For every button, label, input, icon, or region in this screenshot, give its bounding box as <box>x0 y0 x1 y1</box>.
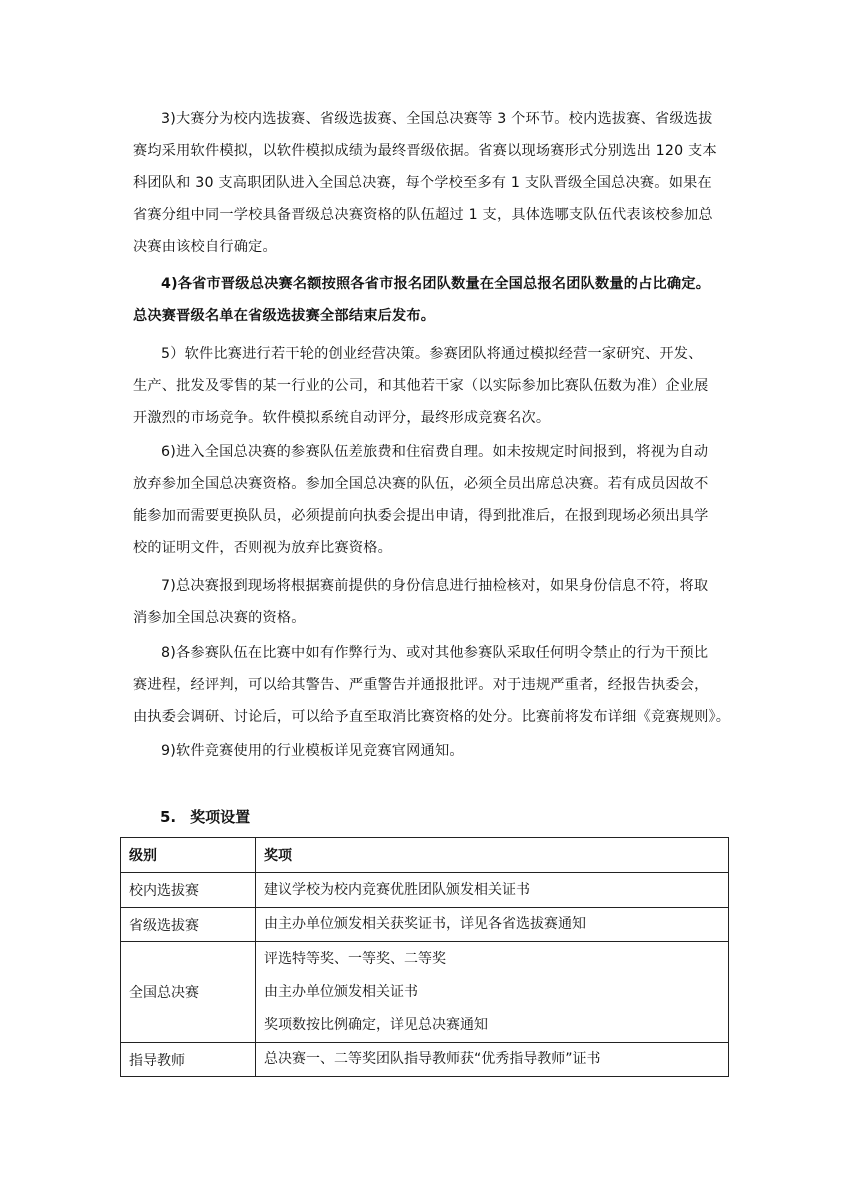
text-line: 赛进程，经评判，可以给其警告、严重警告并通报批评。对于违规严重者，经报告执委会， <box>133 677 709 693</box>
table-row <box>121 1043 729 1077</box>
text-line: 能参加而需要更换队员，必须提前向执委会提出申请，得到批准后，在报到现场必须出具学 <box>133 508 709 524</box>
text-line: 4)各省市晋级总决赛名额按照各省市报名团队数量在全国总报名团队数量的占比确定。 <box>161 276 711 292</box>
level-cell: 省级选拔赛 <box>121 908 256 942</box>
award-text: 总决赛一、二等奖团队指导教师获“优秀指导教师”证书 <box>264 1051 601 1067</box>
paragraph-7 <box>133 570 733 634</box>
table-row <box>121 942 729 1043</box>
text-line: 校的证明文件，否则视为放弃比赛资格。 <box>133 540 392 556</box>
level-cell: 指导教师 <box>121 1043 256 1077</box>
award-text: 由主办单位颁发相关获奖证书，详见各省选拔赛通知 <box>264 916 586 932</box>
awards-cell <box>256 873 729 908</box>
text-line: 生产、批发及零售的某一行业的公司，和其他若干家（以实际参加比赛队伍数为准）企业展 <box>133 378 709 394</box>
award-text: 奖项数按比例确定，详见总决赛通知 <box>264 1016 488 1033</box>
text-line: 6)进入全国总决赛的参赛队伍差旅费和住宿费自理。如未按规定时间报到，将视为自动 <box>161 444 709 460</box>
text-line: 消参加全国总决赛的资格。 <box>133 610 306 626</box>
award-text: 由主办单位颁发相关证书 <box>264 983 418 1000</box>
text-line: 科团队和 30 支高职团队进入全国总决赛，每个学校至多有 1 支队晋级全国总决赛。如果在 <box>133 175 712 191</box>
award-text: 评选特等奖、一等奖、二等奖 <box>264 950 446 967</box>
awards-cell <box>256 908 729 942</box>
award-text: 建议学校为校内竞赛优胜团队颁发相关证书 <box>264 881 530 898</box>
section-title: 奖项设置 <box>190 808 251 826</box>
text-line: 开激烈的市场竞争。软件模拟系统自动评分，最终形成竞赛名次。 <box>133 410 551 426</box>
paragraph-5 <box>133 338 733 434</box>
awards-cell <box>256 1043 729 1077</box>
text-line: 7)总决赛报到现场将根据赛前提供的身份信息进行抽检核对，如果身份信息不符，将取 <box>161 578 709 594</box>
level-cell: 校内选拔赛 <box>121 873 256 908</box>
section-number: 5. <box>160 808 177 826</box>
awards-cell <box>256 942 729 1043</box>
text-line: 3)大赛分为校内选拔赛、省级选拔赛、全国总决赛等 3 个环节。校内选拔赛、省级选拔 <box>161 111 713 127</box>
paragraph-8 <box>133 637 733 733</box>
header-awards: 奖项 <box>256 838 729 873</box>
text-line: 省赛分组中同一学校具备晋级总决赛资格的队伍超过 1 支，具体选哪支队伍代表该校参加总 <box>133 207 713 223</box>
table-row <box>121 873 729 908</box>
table-row <box>121 908 729 942</box>
paragraph-6 <box>133 436 733 564</box>
text-line: 5）软件比赛进行若干轮的创业经营决策。参赛团队将通过模拟经营一家研究、开发、 <box>161 346 703 362</box>
text-line: 总决赛晋级名单在省级选拔赛全部结束后发布。 <box>133 308 436 324</box>
text-line: 8)各参赛队伍在比赛中如有作弊行为、或对其他参赛队采取任何明令禁止的行为干预比 <box>161 645 709 661</box>
paragraph-4 <box>133 268 733 332</box>
text-line: 9)软件竞赛使用的行业模板详见竞赛官网通知。 <box>161 743 464 759</box>
text-line: 赛均采用软件模拟，以软件模拟成绩为最终晋级依据。省赛以现场赛形式分别选出 120 支本 <box>133 143 717 159</box>
text-line: 决赛由该校自行确定。 <box>133 239 277 255</box>
section-heading <box>160 806 250 827</box>
paragraph-9 <box>133 735 733 767</box>
level-cell: 全国总决赛 <box>121 942 256 1043</box>
text-line: 放弃参加全国总决赛资格。参加全国总决赛的队伍，必须全员出席总决赛。若有成员因故不 <box>133 476 709 492</box>
table-header-row <box>121 838 729 873</box>
awards-table <box>120 837 729 1077</box>
text-line: 由执委会调研、讨论后，可以给予直至取消比赛资格的处分。比赛前将发布详细《竞赛规则》。 <box>133 709 731 725</box>
header-level: 级别 <box>121 838 256 873</box>
paragraph-3 <box>133 103 733 263</box>
